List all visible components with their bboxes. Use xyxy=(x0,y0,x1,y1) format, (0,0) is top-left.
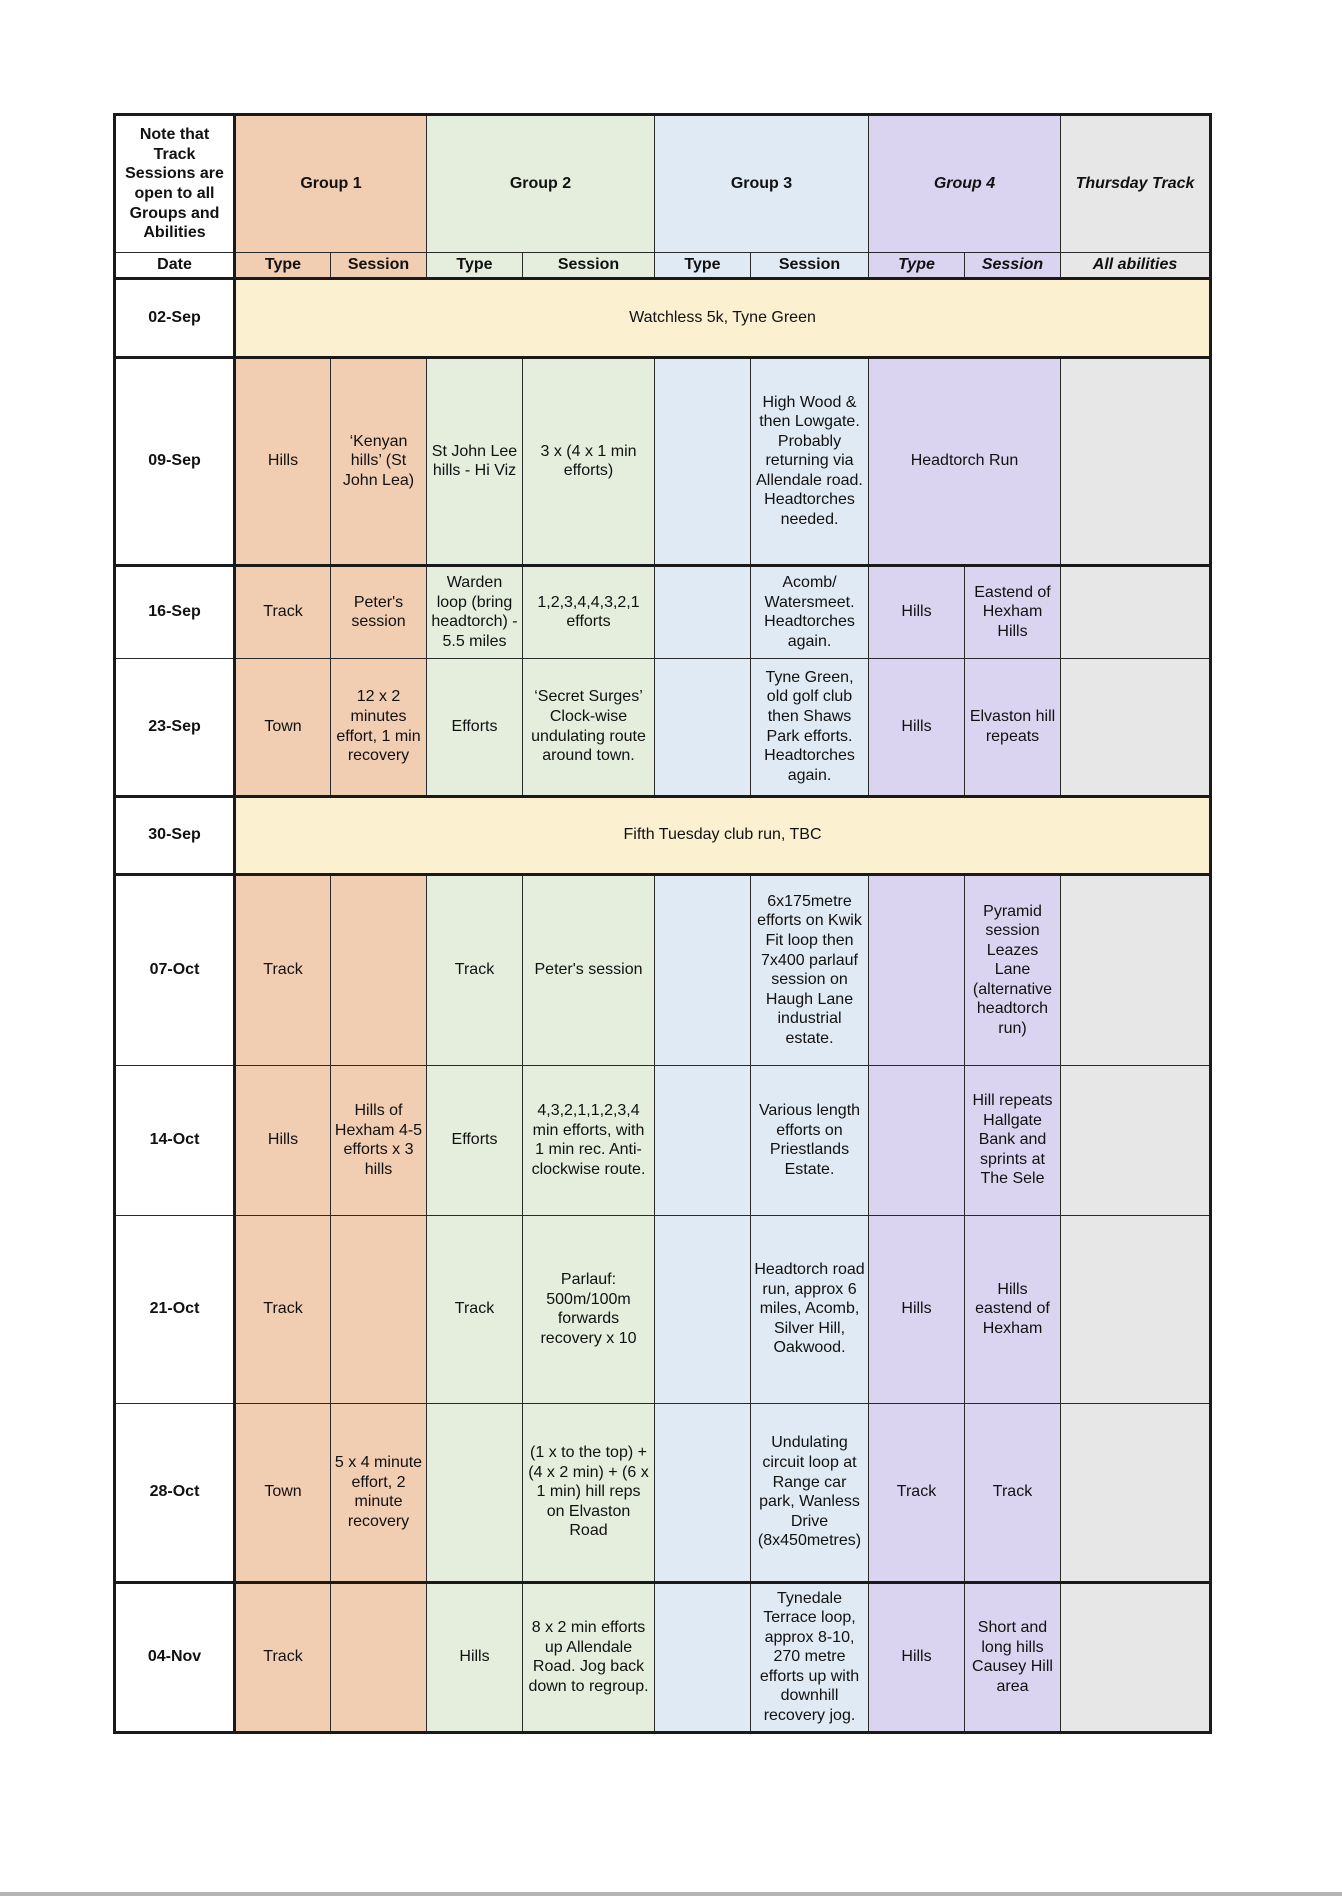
g1-session: ‘Kenyan hills’ (St John Lea) xyxy=(331,357,427,565)
subheader-g3-session: Session xyxy=(751,253,869,279)
subheader-g3-type: Type xyxy=(655,253,751,279)
thursday-track xyxy=(1061,1215,1211,1403)
g3-type xyxy=(655,1582,751,1732)
subheader-date: Date xyxy=(115,253,235,279)
g2-type: Efforts xyxy=(427,658,523,796)
g3-type xyxy=(655,1215,751,1403)
g2-session: (1 x to the top) + (4 x 2 min) + (6 x 1 min) hill reps on Elvaston Road xyxy=(523,1403,655,1582)
table-row xyxy=(115,1065,1211,1215)
g1-session xyxy=(331,1215,427,1403)
g4-type: Hills xyxy=(869,658,965,796)
g4-session: Eastend of Hexham Hills xyxy=(965,565,1061,658)
g4-type: Hills xyxy=(869,1215,965,1403)
subheader-g2-type: Type xyxy=(427,253,523,279)
header-group-2: Group 2 xyxy=(427,115,655,253)
g1-session: 12 x 2 minutes effort, 1 min recovery xyxy=(331,658,427,796)
row-date: 28-Oct xyxy=(115,1403,235,1582)
row-event: Watchless 5k, Tyne Green xyxy=(235,278,1211,357)
g1-type: Track xyxy=(235,874,331,1065)
g3-type xyxy=(655,565,751,658)
thursday-track xyxy=(1061,1582,1211,1732)
g1-type: Track xyxy=(235,1582,331,1732)
g1-session: 5 x 4 minute effort, 2 minute recovery xyxy=(331,1403,427,1582)
table-row xyxy=(115,658,1211,796)
page-bottom-edge xyxy=(0,1892,1342,1896)
g4-session: Pyramid session Leazes Lane (alternative headtorch run) xyxy=(965,874,1061,1065)
thursday-track xyxy=(1061,1065,1211,1215)
g1-type: Town xyxy=(235,658,331,796)
g4-type: Track xyxy=(869,1403,965,1582)
row-date: 14-Oct xyxy=(115,1065,235,1215)
g3-session: Tynedale Terrace loop, approx 8-10, 270 metre efforts up with downhill recovery jog. xyxy=(751,1582,869,1732)
g3-session: High Wood & then Lowgate. Probably returning via Allendale road. Headtorches needed. xyxy=(751,357,869,565)
g4-type xyxy=(869,1065,965,1215)
g1-type: Track xyxy=(235,1215,331,1403)
g4-session: Hill repeats Hallgate Bank and sprints at The Sele xyxy=(965,1065,1061,1215)
table-row xyxy=(115,1403,1211,1582)
table-row xyxy=(115,357,1211,565)
g3-type xyxy=(655,658,751,796)
thursday-track xyxy=(1061,1403,1211,1582)
header-thursday-track: Thursday Track xyxy=(1061,115,1211,253)
g2-session: ‘Secret Surges’ Clock-wise undulating route around town. xyxy=(523,658,655,796)
g2-session: 8 x 2 min efforts up Allendale Road. Jog back down to regroup. xyxy=(523,1582,655,1732)
g3-session: Various length efforts on Priestlands Estate. xyxy=(751,1065,869,1215)
g2-session: Peter's session xyxy=(523,874,655,1065)
subheader-all-abilities: All abilities xyxy=(1061,253,1211,279)
g1-type: Town xyxy=(235,1403,331,1582)
header-group-4: Group 4 xyxy=(869,115,1061,253)
g1-type: Hills xyxy=(235,1065,331,1215)
table-row xyxy=(115,278,1211,357)
subheader-g2-session: Session xyxy=(523,253,655,279)
table-row xyxy=(115,1582,1211,1732)
g2-type: St John Lee hills - Hi Viz xyxy=(427,357,523,565)
table-row xyxy=(115,565,1211,658)
g2-type: Warden loop (bring headtorch) - 5.5 miles xyxy=(427,565,523,658)
subheader-g1-session: Session xyxy=(331,253,427,279)
g1-session: Peter's session xyxy=(331,565,427,658)
table-row xyxy=(115,874,1211,1065)
row-event: Fifth Tuesday club run, TBC xyxy=(235,796,1211,874)
row-date: 04-Nov xyxy=(115,1582,235,1732)
g3-type xyxy=(655,1065,751,1215)
g3-type xyxy=(655,874,751,1065)
g3-type xyxy=(655,357,751,565)
table-row xyxy=(115,796,1211,874)
g1-session xyxy=(331,1582,427,1732)
g2-session: Parlauf: 500m/100m forwards recovery x 10 xyxy=(523,1215,655,1403)
header-note: Note that Track Sessions are open to all Groups and Abilities xyxy=(115,115,235,253)
g3-session: Acomb/ Watersmeet. Headtorches again. xyxy=(751,565,869,658)
g1-type: Hills xyxy=(235,357,331,565)
g3-type xyxy=(655,1403,751,1582)
g4-session: Elvaston hill repeats xyxy=(965,658,1061,796)
g1-session xyxy=(331,874,427,1065)
g4-merged: Headtorch Run xyxy=(869,357,1061,565)
g1-type: Track xyxy=(235,565,331,658)
table-row xyxy=(115,1215,1211,1403)
g2-type: Track xyxy=(427,1215,523,1403)
g2-session: 4,3,2,1,1,2,3,4 min efforts, with 1 min rec. Anti-clockwise route. xyxy=(523,1065,655,1215)
thursday-track xyxy=(1061,357,1211,565)
g3-session: Tyne Green, old golf club then Shaws Park efforts. Headtorches again. xyxy=(751,658,869,796)
row-date: 07-Oct xyxy=(115,874,235,1065)
thursday-track xyxy=(1061,874,1211,1065)
thursday-track xyxy=(1061,565,1211,658)
g2-session: 3 x (4 x 1 min efforts) xyxy=(523,357,655,565)
g4-type: Hills xyxy=(869,565,965,658)
row-date: 02-Sep xyxy=(115,278,235,357)
g3-session: Headtorch road run, approx 6 miles, Acomb, Silver Hill, Oakwood. xyxy=(751,1215,869,1403)
g4-session: Hills eastend of Hexham xyxy=(965,1215,1061,1403)
thursday-track xyxy=(1061,658,1211,796)
header-row xyxy=(115,115,1211,253)
g3-session: 6x175metre efforts on Kwik Fit loop then 7x400 parlauf session on Haugh Lane industrial estate. xyxy=(751,874,869,1065)
g1-session: Hills of Hexham 4-5 efforts x 3 hills xyxy=(331,1065,427,1215)
header-group-1: Group 1 xyxy=(235,115,427,253)
g4-session: Track xyxy=(965,1403,1061,1582)
g2-type xyxy=(427,1403,523,1582)
row-date: 30-Sep xyxy=(115,796,235,874)
g2-type: Track xyxy=(427,874,523,1065)
header-group-3: Group 3 xyxy=(655,115,869,253)
g4-type: Hills xyxy=(869,1582,965,1732)
row-date: 16-Sep xyxy=(115,565,235,658)
g4-session: Short and long hills Causey Hill area xyxy=(965,1582,1061,1732)
row-date: 21-Oct xyxy=(115,1215,235,1403)
g2-type: Hills xyxy=(427,1582,523,1732)
subheader-g1-type: Type xyxy=(235,253,331,279)
g3-session: Undulating circuit loop at Range car park, Wanless Drive (8x450metres) xyxy=(751,1403,869,1582)
row-date: 09-Sep xyxy=(115,357,235,565)
subheader-g4-type: Type xyxy=(869,253,965,279)
subheader-row xyxy=(115,253,1211,279)
g4-type xyxy=(869,874,965,1065)
g2-session: 1,2,3,4,4,3,2,1 efforts xyxy=(523,565,655,658)
training-schedule-table xyxy=(113,113,1212,1734)
row-date: 23-Sep xyxy=(115,658,235,796)
g2-type: Efforts xyxy=(427,1065,523,1215)
subheader-g4-session: Session xyxy=(965,253,1061,279)
